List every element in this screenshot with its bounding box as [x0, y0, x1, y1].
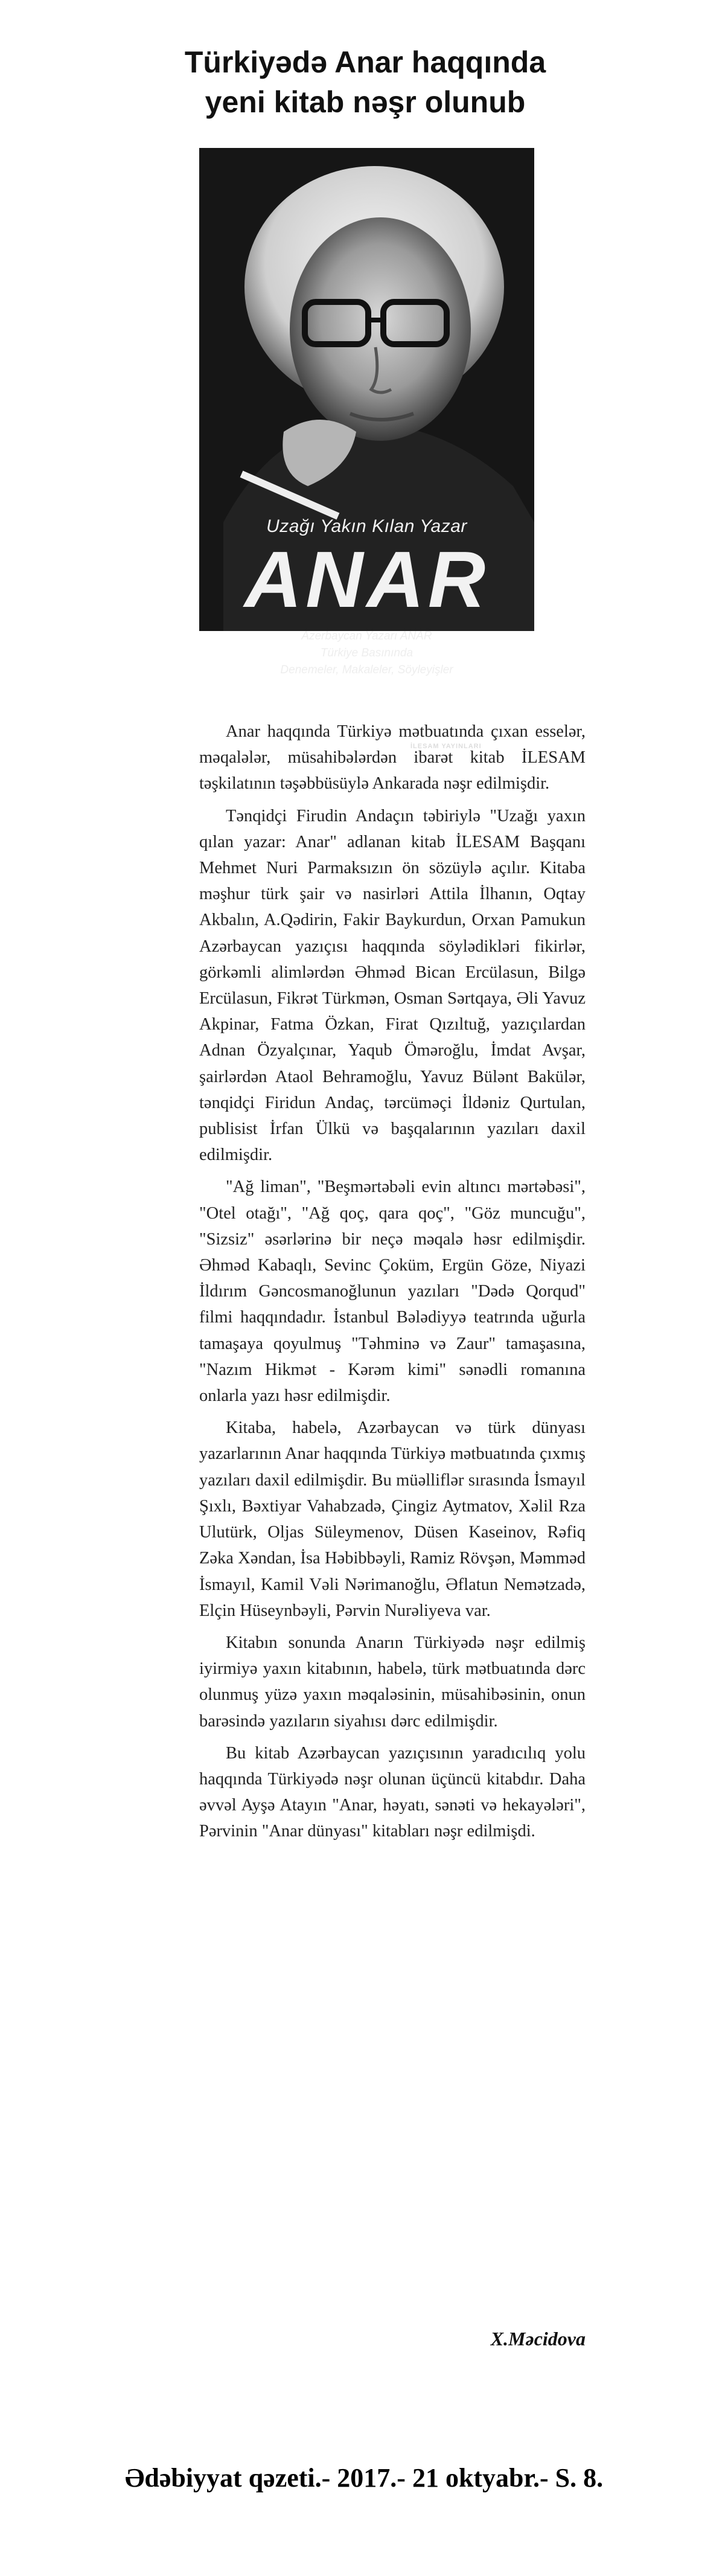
- cover-subtitle-line: Türkiye Basınında: [320, 647, 413, 659]
- article-paragraph: Kitabın sonunda Anarın Türkiyədə nəşr edilmiş iyirmiyə yaxın kitabının, habelə, türk mətbuatında dərc olunmuş yüzə yaxın məqaləsinin, müsahibəsinin, onun barəsində yazıların siyahısı dərc edilmişdir.: [199, 1633, 586, 1731]
- publication-source: Ədəbiyyat qəzeti.- 2017.- 21 oktyabr.- S. 8.: [124, 2463, 604, 2493]
- headline-line-2: yeni kitab nəşr olunub: [205, 85, 526, 119]
- cover-subtitle: [199, 628, 534, 679]
- article-paragraph: Anar haqqında Türkiyə mətbuatında çıxan esselər, məqalələr, müsahibələrdən ibarət kitab İLESAM təşkilatının təşəbbüsüylə Ankarada nəşr edilmişdir.: [199, 722, 586, 793]
- headline-line-1: Türkiyədə Anar haqqında: [184, 45, 546, 79]
- cover-author-name: ANAR: [244, 535, 490, 624]
- cover-series-title: Uzağı Yakın Kılan Yazar: [266, 516, 467, 536]
- article-headline: [115, 42, 616, 122]
- article-body: [199, 719, 586, 1851]
- cover-subtitle-line: Denemeler, Makaleler, Söyleyişler: [280, 664, 453, 676]
- article-paragraph: Bu kitab Azərbaycan yazıçısının yaradıcılıq yolu haqqında Türkiyədə nəşr olunan üçüncü kitabdır. Daha əvvəl Ayşə Atayın "Anar, həyatı, sənəti və hekayələri", Pərvinin "Anar dünyası" kitabları nəşr edilmişdi.: [199, 1743, 586, 1841]
- article-paragraph: "Ağ liman", "Beşmərtəbəli evin altıncı mərtəbəsi", "Otel otağı", "Ağ qoç, qara qoç", "Göz muncuğu", "Sizsiz" əsərlərinə bir neçə məqalə həsr edilmişdir. Əhməd Kabaqlı, Sevinc Çoküm, Ergün Göze, Niyazi İldırım Gəncosmanoğlunun yazıları "Dədə Qorqud" filmi haqqındadır. İstanbul Bələdiyyə teatrında uğurla tamaşaya qoyulmuş "Təhminə və Zaur" tamaşasına, "Nazım Hikmət - Kərəm kimi" sənədli romanına onlarla yazı həsr edilmişdir.: [199, 1177, 586, 1406]
- article-paragraph: Tənqidçi Firudin Andaçın təbiriylə "Uzağı yaxın qılan yazar: Anar" adlanan kitab İLESAM Başqanı Mehmet Nuri Parmaksızın ön sözüylə açılır. Kitaba məşhur türk şair və nasirləri Attila İlhanın, Oqtay Akbalın, A.Qədirin, Fakir Baykurdun, Orxan Pamukun Azərbaycan yazıçısı haqqında söylədikləri fikirlər, görkəmli alimlərdən Əhməd Bican Ercülasun, Bilgə Ercülasun, Fikrət Türkmən, Osman Sərtqaya, Əli Yavuz Akpinar, Fatma Özkan, Firat Qızıltuğ, yazıçılardan Adnan Özyalçınar, Yaqub Ömərоğlu, İmdat Avşar, şairlərdən Ataol Behramoğlu, Yavuz Bülənt Bakülər, tənqidçi Firidun Andaç, tərcüməçi İldəniz Qurtulan, publisist İrfan Ülkü və başqalarının yazıları daxil edilmişdir.: [199, 806, 586, 1165]
- cover-subtitle-line: Azerbaycan Yazarı ANAR: [301, 630, 432, 642]
- article-author: X.Məcidova: [490, 2328, 586, 2350]
- publisher-logo: İLESAM YAYINLARI: [410, 743, 482, 750]
- article-paragraph: Kitaba, habelə, Azərbaycan və türk dünyası yazarlarının Anar haqqında Türkiyə mətbuatında çıxmış yazıları daxil edilmişdir. Bu müəlliflər sırasında İsmayıl Şıxlı, Bəxtiyar Vahabzadə, Çingiz Aytmatov, Xəlil Rza Ulutürk, Oljas Süleymenov, Düsen Kaseinov, Rəfiq Zəka Xəndan, İsa Həbibbəyli, Ramiz Rövşən, Məmməd İsmayıl, Kamil Vəli Nərimanoğlu, Əflatun Nemətzadə, Elçin Hüseynbəyli, Pərvin Nurəliyeva var.: [199, 1418, 586, 1620]
- book-cover-image: [199, 148, 534, 750]
